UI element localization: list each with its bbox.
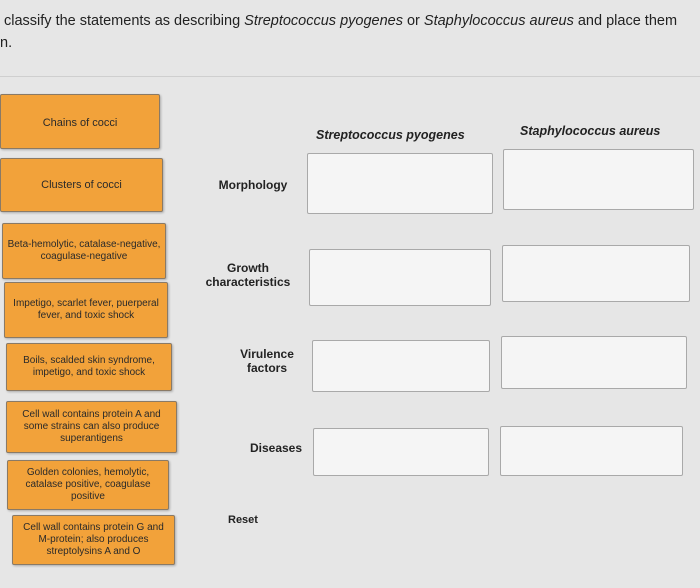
row-label-diseases: Diseases (249, 441, 303, 455)
tile-beta-hemolytic[interactable]: Beta-hemolytic, catalase-negative, coagulase-negative (2, 223, 166, 279)
instructions-text (0, 10, 700, 54)
dropzone-strep-diseases[interactable] (313, 428, 489, 476)
reset-button[interactable]: Reset (228, 514, 258, 526)
instruction-organism-2: Staphylococcus aureus (423, 13, 574, 29)
column-header-streptococcus: Streptococcus pyogenes (316, 128, 465, 142)
dropzone-strep-growth[interactable] (309, 249, 491, 306)
dropzone-strep-virulence[interactable] (312, 340, 490, 392)
row-label-virulence: Virulence factors (240, 347, 294, 375)
dropzone-staph-morphology[interactable] (503, 149, 694, 210)
dropzone-staph-growth[interactable] (502, 245, 690, 302)
tile-protein-a-superantigens[interactable]: Cell wall contains protein A and some strains can also produce superantigens (6, 401, 177, 453)
instruction-mid: or (402, 13, 424, 29)
instruction-line-2: n. (0, 35, 13, 51)
instruction-organism-1: Streptococcus pyogenes (244, 13, 403, 29)
tile-protein-g-streptolysins[interactable]: Cell wall contains protein G and M-protein; also produces streptolysins A and O (12, 515, 175, 565)
column-header-staphylococcus: Staphylococcus aureus (520, 124, 661, 138)
tile-boils-scalded-skin[interactable]: Boils, scalded skin syndrome, impetigo, and toxic shock (6, 343, 172, 391)
dropzone-strep-morphology[interactable] (307, 153, 493, 214)
tile-clusters-of-cocci[interactable]: Clusters of cocci (0, 158, 163, 212)
tile-impetigo-scarlet-fever[interactable]: Impetigo, scarlet fever, puerperal fever, and toxic shock (4, 282, 168, 338)
tile-golden-colonies[interactable]: Golden colonies, hemolytic, catalase positive, coagulase positive (7, 460, 169, 510)
instruction-prefix: classify the statements as describing (4, 13, 245, 29)
row-label-growth: Growth characteristics (205, 261, 291, 289)
dropzone-staph-diseases[interactable] (500, 426, 683, 476)
row-label-morphology: Morphology (218, 178, 288, 192)
divider (0, 76, 700, 77)
instruction-suffix: and place them (573, 13, 678, 29)
dropzone-staph-virulence[interactable] (501, 336, 687, 389)
tile-chains-of-cocci[interactable]: Chains of cocci (0, 94, 160, 149)
